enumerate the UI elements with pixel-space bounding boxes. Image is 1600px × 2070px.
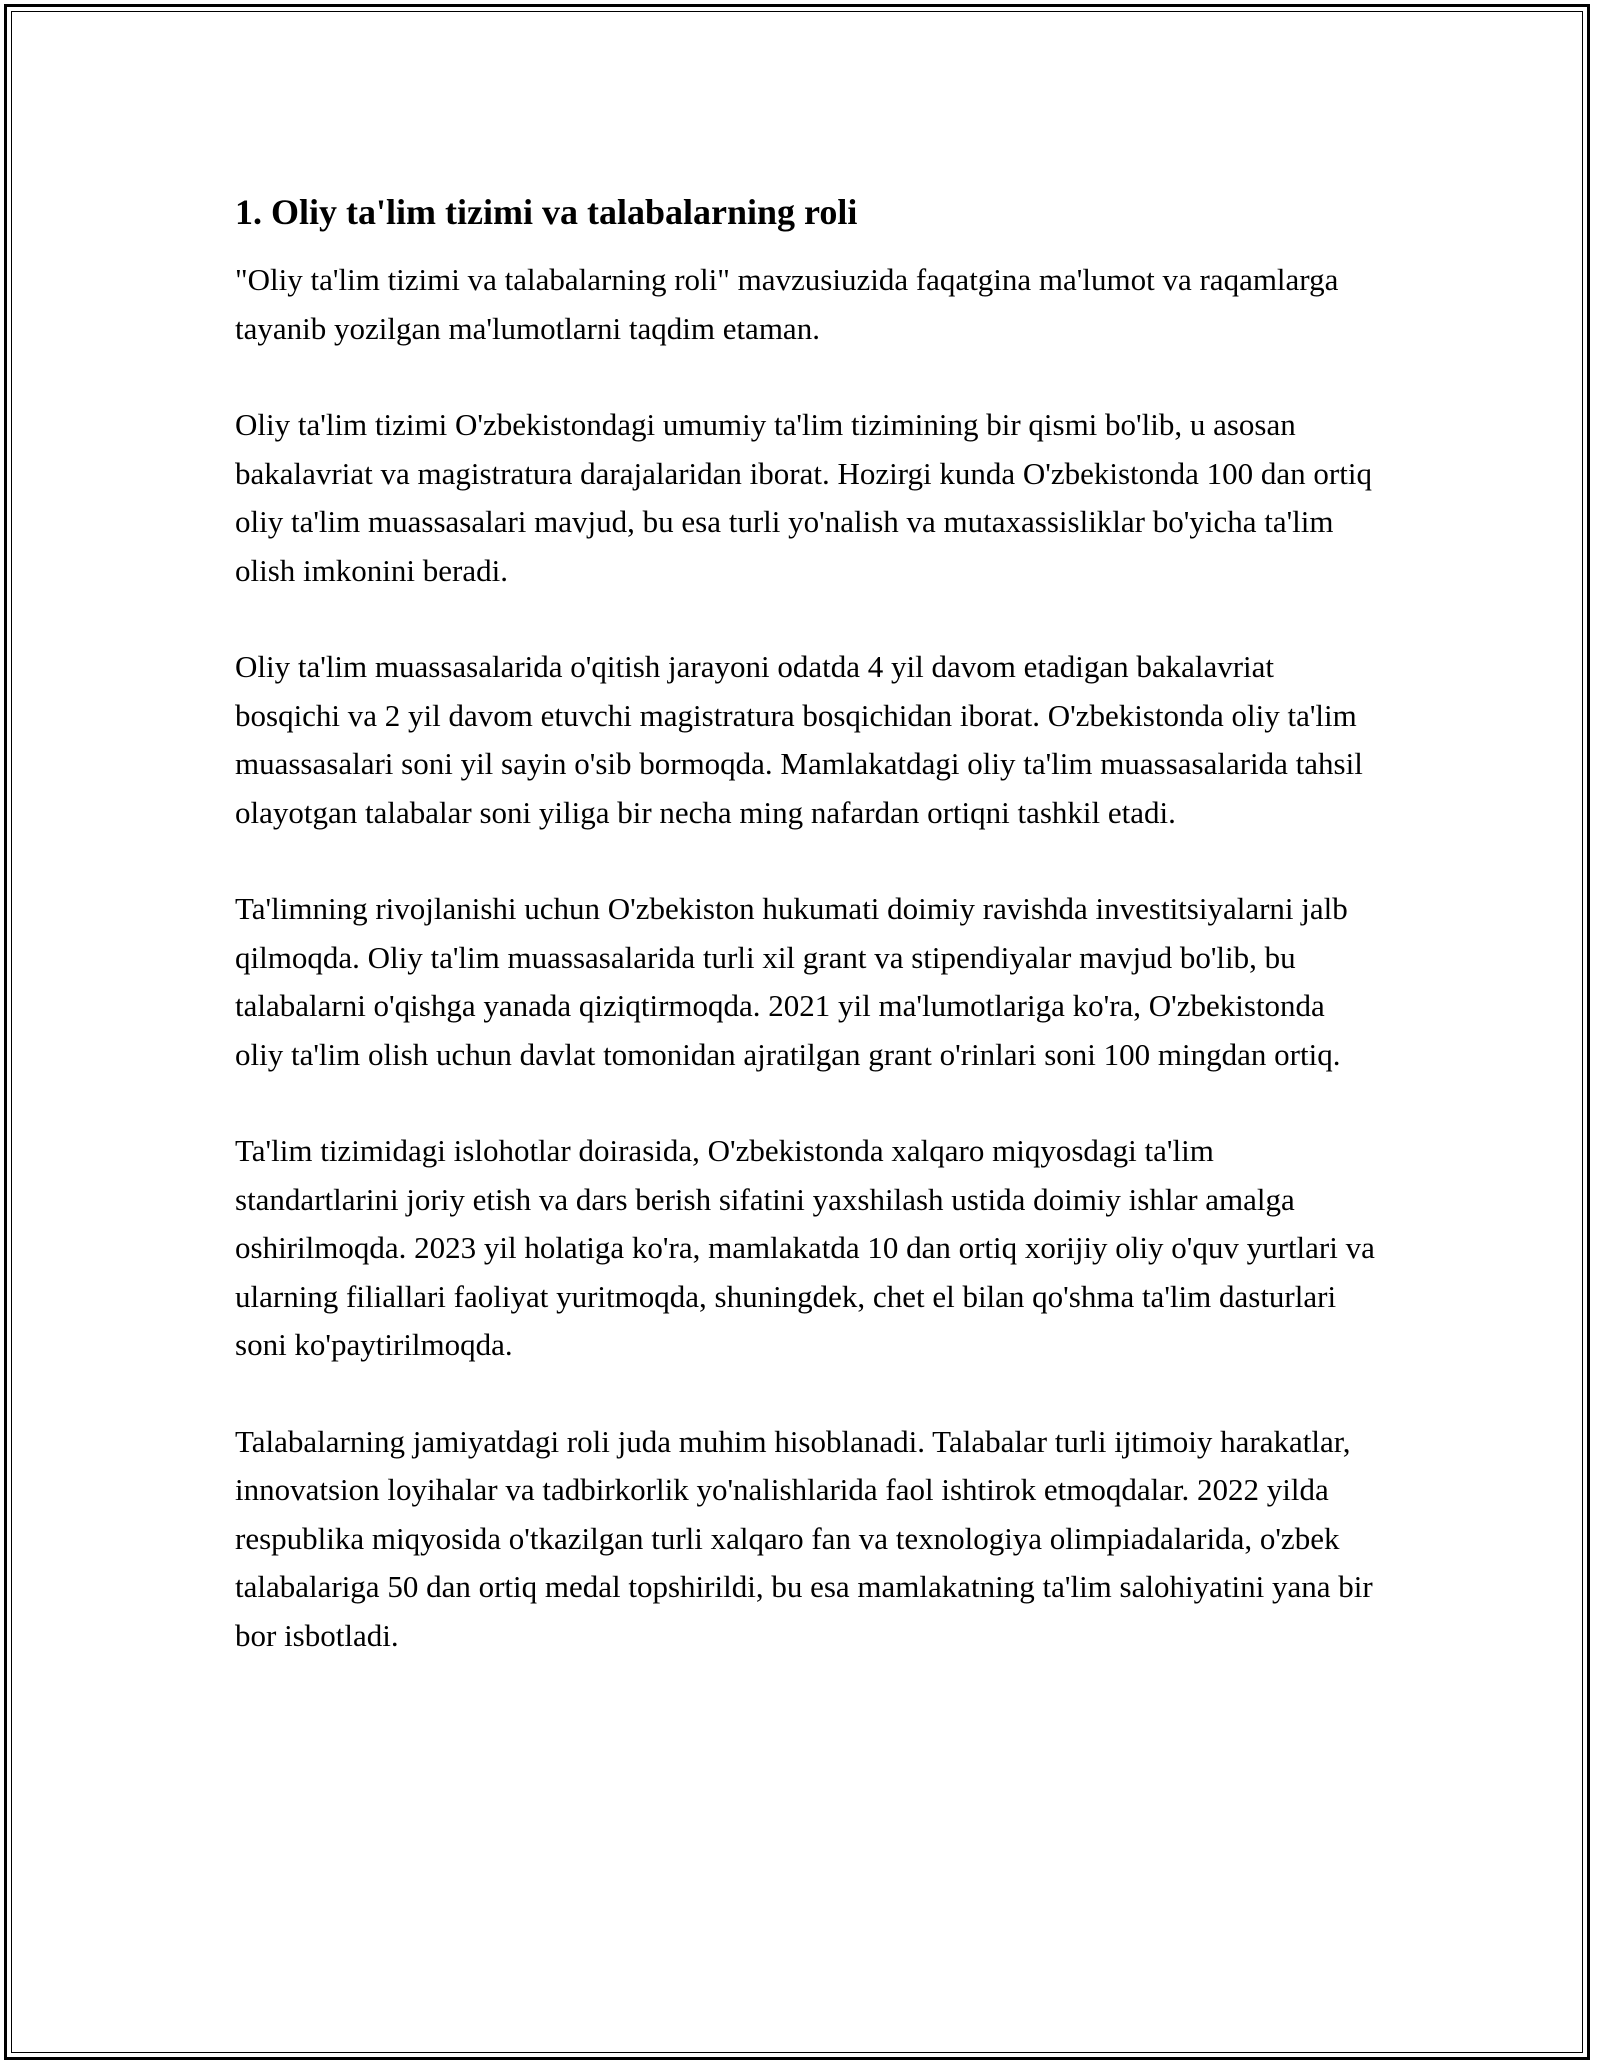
- paragraph-reforms: Ta'lim tizimidagi islohotlar doirasida, O'zbekistonda xalqaro miqyosdagi ta'lim standartlarini joriy etish va dars berish sifatini yaxshilash ustida doimiy ishlar amalga oshirilmoqda. 2023 yil holatiga ko'ra, mamlakatda 10 dan ortiq xorijiy oliy o'quv yurtlari va ularning filiallari faoliyat yuritmoqda, shuningdek, chet el bilan qo'shma ta'lim dasturlari soni ko'paytirilmoqda.: [235, 1133, 1375, 1362]
- paragraph-student-role: Talabalarning jamiyatdagi roli juda muhim hisoblanadi. Talabalar turli ijtimoiy harakatlar, innovatsion loyihalar va tadbirkorlik yo'nalishlarida faol ishtirok etmoqdalar. 2022 yilda respublika miqyosida o'tkazilgan turli xalqaro fan va texnologiya olimpiadalarida, o'zbek talabalariga 50 dan ortiq medal topshirildi, bu esa mamlakatning ta'lim salohiyatini yana bir bor isbotladi.: [235, 1423, 1373, 1653]
- document-title: 1. Oliy ta'lim tizimi va talabalarning roli: [235, 192, 858, 232]
- paragraph-investments: Ta'limning rivojlanishi uchun O'zbekiston hukumati doimiy ravishda investitsiyalarni jalb qilmoqda. Oliy ta'lim muassasalarida turli xil grant va stipendiyalar mavjud bo'lib, bu talabalarni o'qishga yanada qiziqtirmoqda. 2021 yil ma'lumotlariga ko'ra, O'zbekistonda oliy ta'lim olish uchun davlat tomonidan ajratilgan grant o'rinlari soni 100 mingdan ortiq.: [235, 891, 1348, 1072]
- paragraph-intro: "Oliy ta'lim tizimi va talabalarning roli" mavzusiuzida faqatgina ma'lumot va raqamlarga tayanib yozilgan ma'lumotlarni taqdim etaman.: [235, 262, 1339, 346]
- document-body: [235, 186, 1375, 1708]
- paragraph-study-duration: Oliy ta'lim muassasalarida o'qitish jarayoni odatda 4 yil davom etadigan bakalavriat bosqichi va 2 yil davom etuvchi magistratura bosqichidan iborat. O'zbekistonda oliy ta'lim muassasalari soni yil sayin o'sib bormoqda. Mamlakatdagi oliy ta'lim muassasalarida tahsil olayotgan talabalar soni yiliga bir necha ming nafardan ortiqni tashkil etadi.: [235, 649, 1363, 830]
- paragraph-system-overview: Oliy ta'lim tizimi O'zbekistondagi umumiy ta'lim tizimining bir qismi bo'lib, u asosan bakalavriat va magistratura darajalaridan iborat. Hozirgi kunda O'zbekistonda 100 dan ortiq oliy ta'lim muassasalari mavjud, bu esa turli yo'nalish va mutaxassisliklar bo'yicha ta'lim olish imkonini beradi.: [235, 407, 1372, 588]
